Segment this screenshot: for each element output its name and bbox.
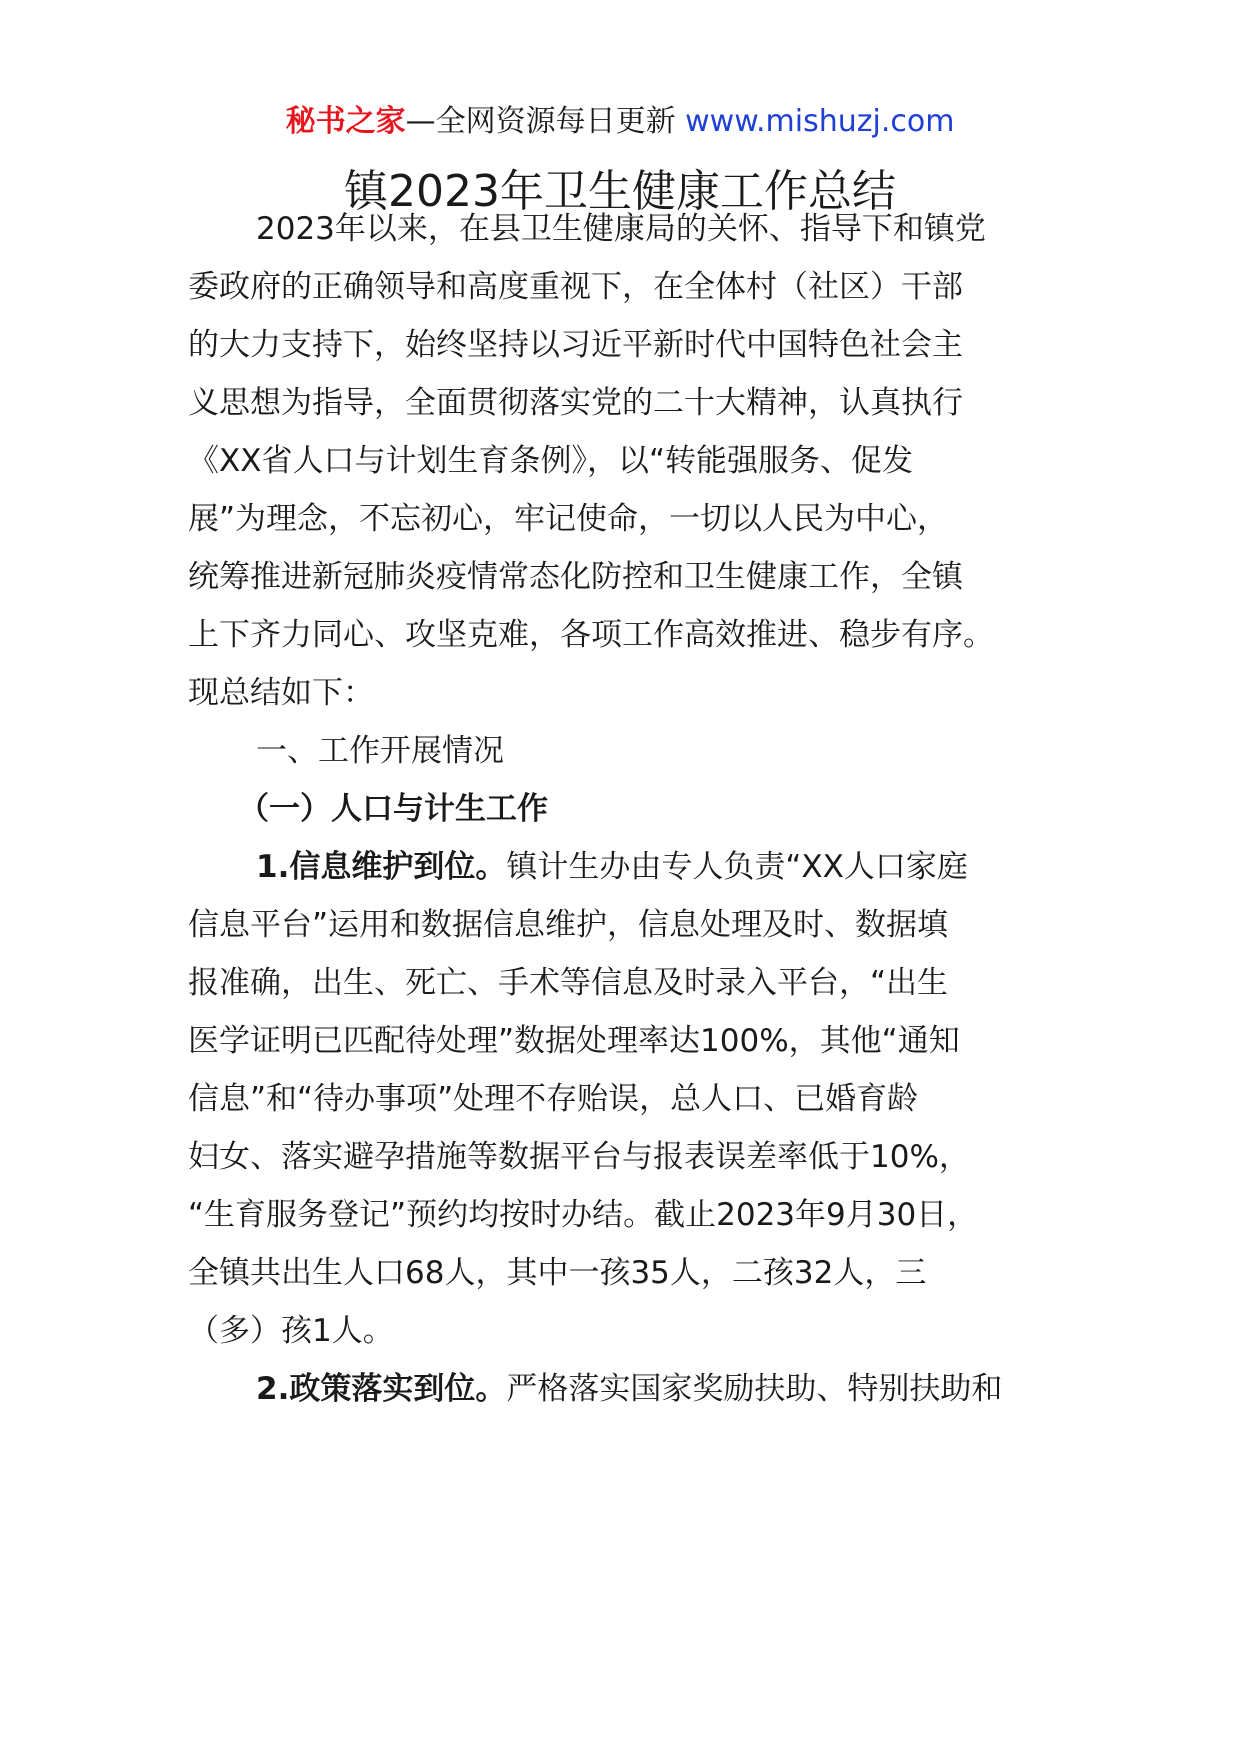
document-title: 镇2023年卫生健康工作总结 <box>344 166 896 217</box>
intro-line: 2023年以来，在县卫生健康局的关怀、指导下和镇党 <box>256 211 986 247</box>
site-header <box>0 100 1240 144</box>
item-1-line: 信息”和“待办事项”处理不存贻误，总人口、已婚育龄 <box>188 1081 919 1117</box>
intro-line: 委政府的正确领导和高度重视下，在全体村（社区）干部 <box>188 269 963 305</box>
item-1-line: “生育服务登记”预约均按时办结。截止2023年9月30日， <box>188 1197 979 1233</box>
item-1-line: 医学证明已匹配待处理”数据处理率达100%，其他“通知 <box>188 1023 960 1059</box>
brand-name: 秘书之家 <box>285 104 406 139</box>
item-1-line: 全镇共出生人口68人，其中一孩35人，二孩32人，三 <box>188 1255 927 1291</box>
intro-line: 的大力支持下，始终坚持以习近平新时代中国特色社会主 <box>188 327 963 363</box>
item-1-text: 镇计生办由专人负责“XX人口家庭 <box>506 849 968 885</box>
section-heading: 一、工作开展情况 <box>256 733 504 769</box>
item-1-line: （多）孩1人。 <box>188 1313 394 1349</box>
header-tagline: —全网资源每日更新 <box>405 104 686 139</box>
item-1-line: 妇女、落实避孕措施等数据平台与报表误差率低于10%， <box>188 1139 970 1175</box>
site-url-link[interactable]: www.mishuzj.com <box>685 104 955 139</box>
intro-line: 义思想为指导，全面贯彻落实党的二十大精神，认真执行 <box>188 385 963 421</box>
intro-line: 统筹推进新冠肺炎疫情常态化防控和卫生健康工作，全镇 <box>188 559 963 595</box>
item-1-first-line <box>256 845 968 889</box>
item-2-first-line <box>256 1367 1002 1411</box>
item-1-line: 信息平台”运用和数据信息维护，信息处理及时、数据填 <box>188 907 949 943</box>
item-2-text: 严格落实国家奖励扶助、特别扶助和 <box>506 1371 1003 1407</box>
intro-line: 展”为理念，不忘初心，牢记使命，一切以人民为中心， <box>188 501 949 537</box>
item-2-label: 2.政策落实到位。 <box>256 1371 507 1407</box>
subsection-heading: （一）人口与计生工作 <box>238 791 548 827</box>
item-1-label: 1.信息维护到位。 <box>256 849 507 885</box>
intro-line: 上下齐力同心、攻坚克难，各项工作高效推进、稳步有序。 <box>188 617 994 653</box>
intro-line: 《XX省人口与计划生育条例》，以“转能强服务、促发 <box>188 443 914 479</box>
intro-line: 现总结如下： <box>188 675 374 711</box>
item-1-line: 报准确，出生、死亡、手术等信息及时录入平台，“出生 <box>188 965 949 1001</box>
